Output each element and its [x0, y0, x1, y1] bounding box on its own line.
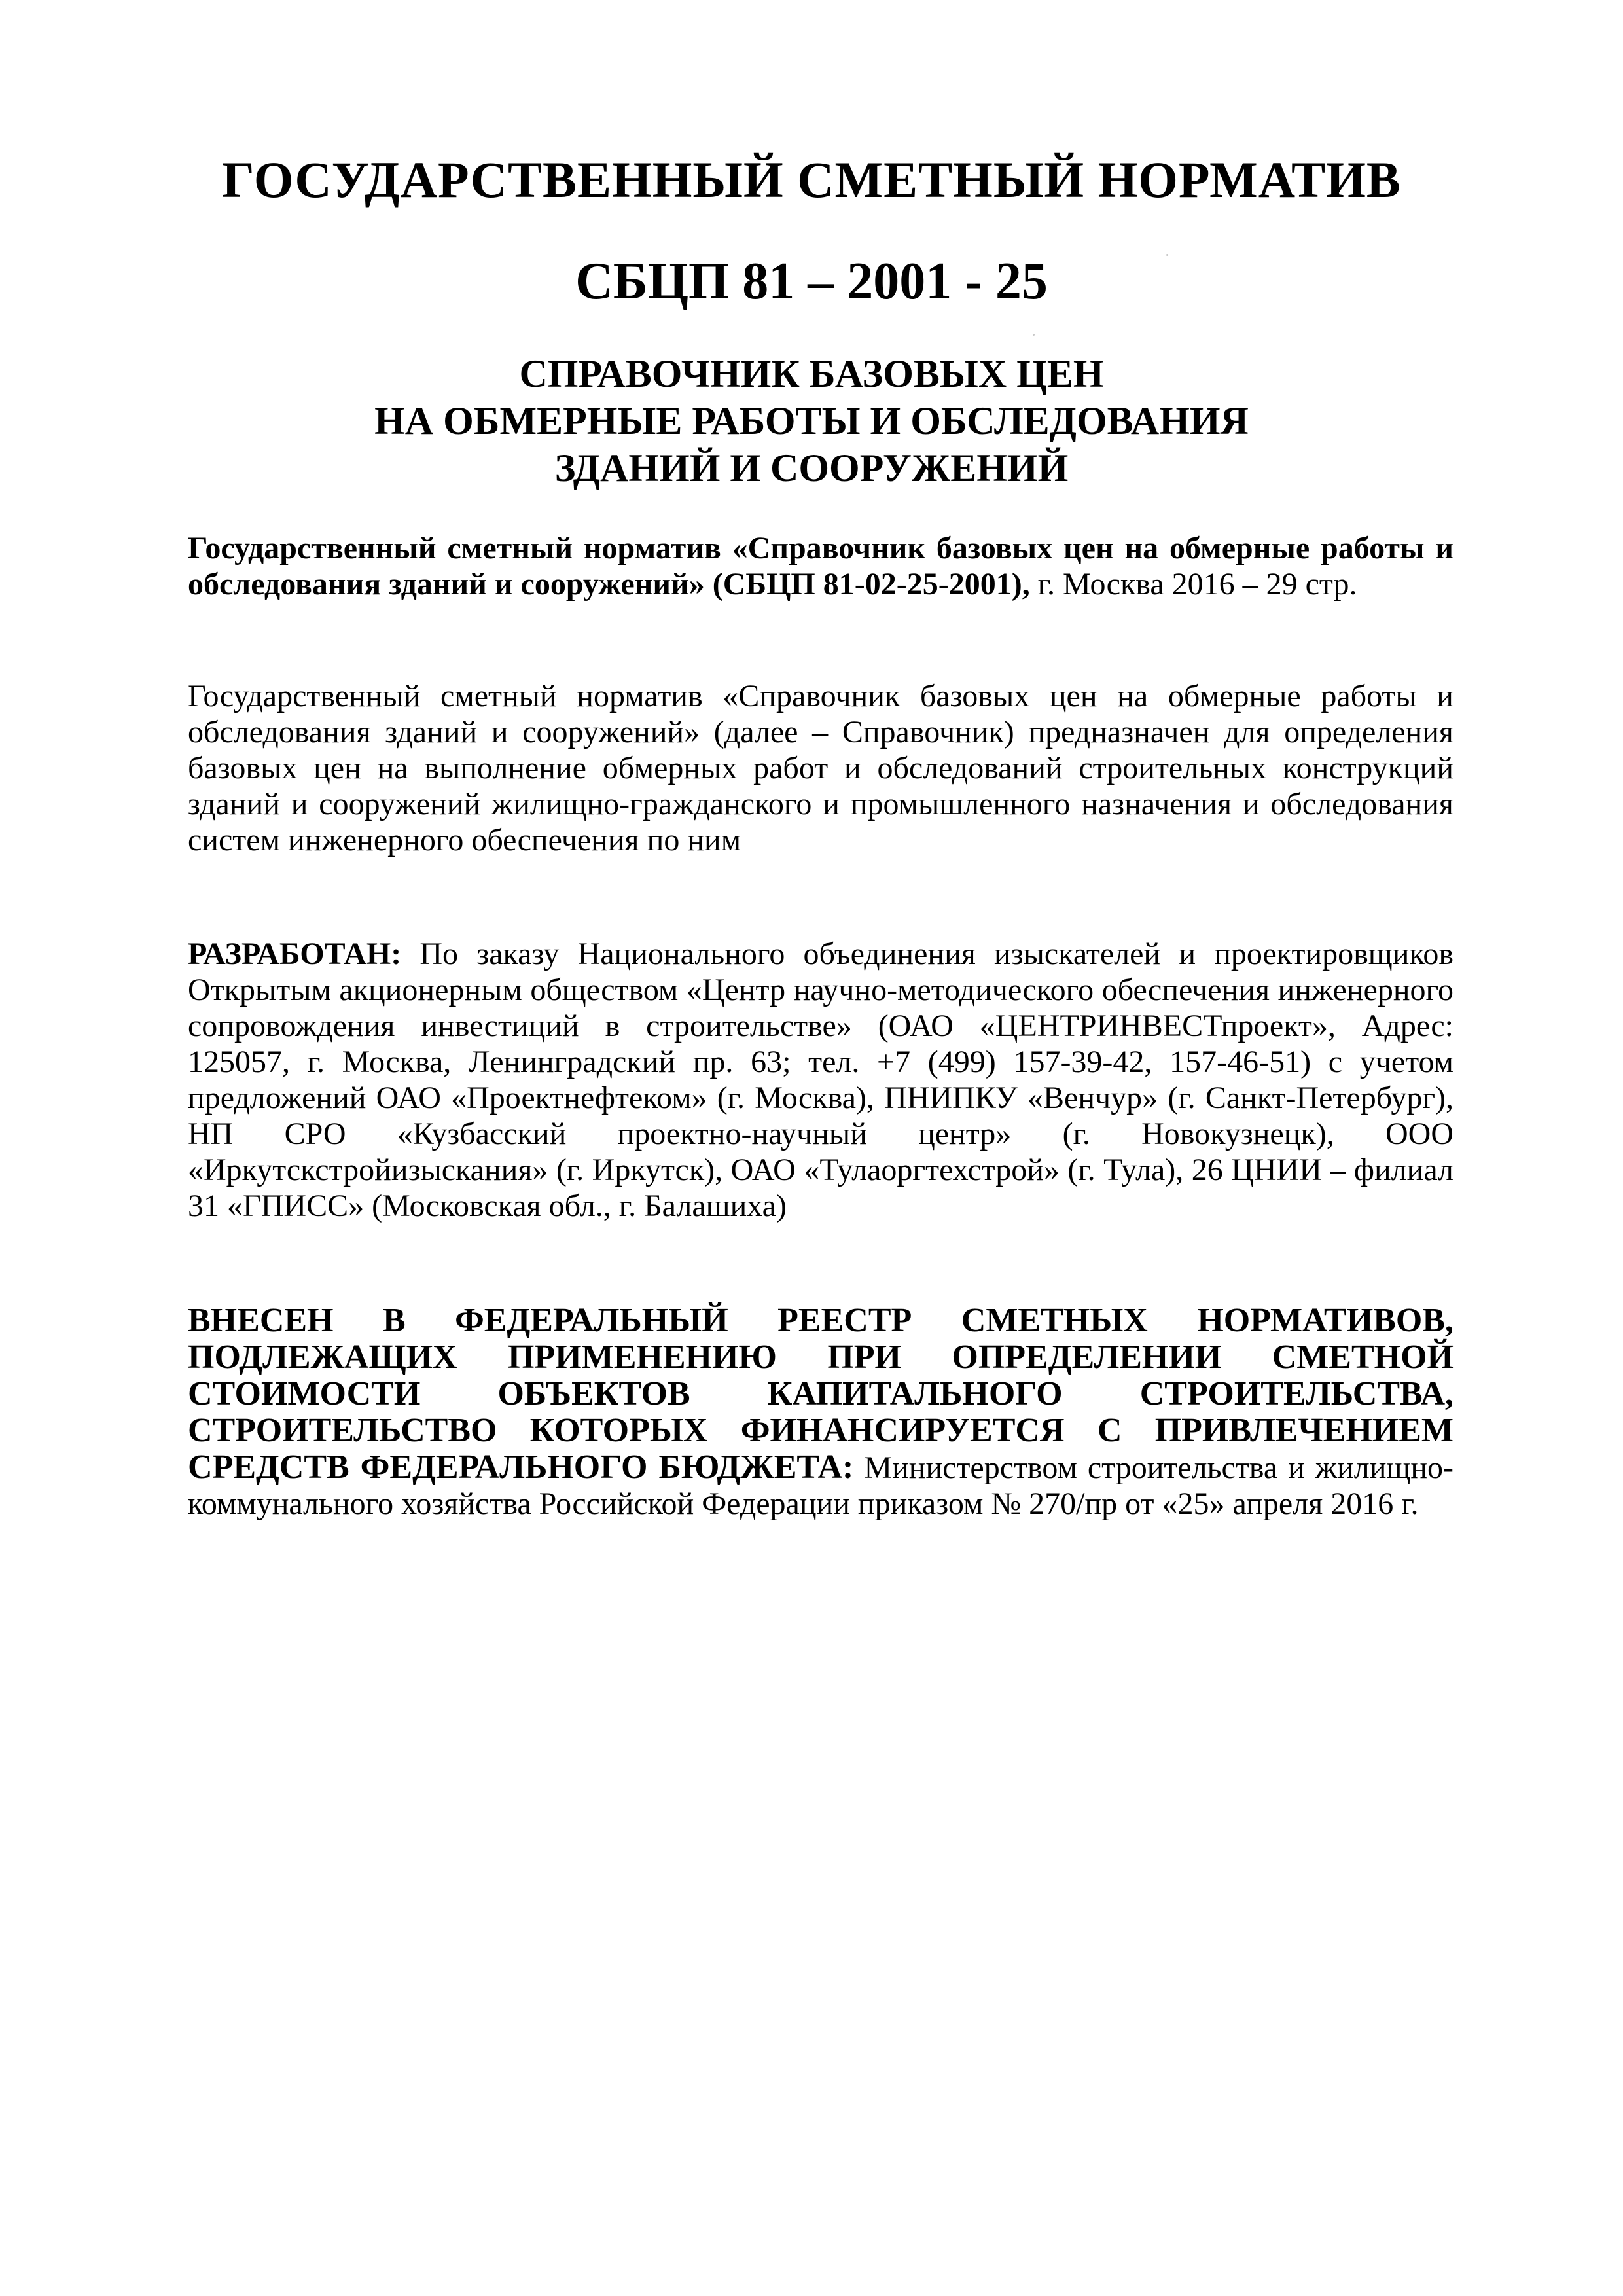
- registry-text: Министерством строительства и жилищно-коммунального хозяйства Российской Федерации приказом № 270/пр от «25» апреля 2016 г.: [188, 1450, 1454, 1521]
- document-title: ГОСУДАРСТВЕННЫЙ СМЕТНЫЙ НОРМАТИВ: [222, 151, 1401, 208]
- scan-speck: [1166, 254, 1168, 256]
- scan-speck: [1033, 334, 1035, 336]
- developed-text: По заказу Национального объединения изыскателей и проектировщиков Открытым акционерным обществом «Центр научно-методического обеспечения инженерного сопровождения инвестиций в строительстве» (ОАО «ЦЕНТРИНВЕСТпроект», Адрес: 125057, г. Москва, Ленинградский пр. 63; тел. +7 (499) 157-39-42, 157-46-51) с учетом предложений ОАО «Проектнефтеком» (г. Москва), ПНИПКУ «Венчур» (г. Санкт-Петербург), НП СРО «Кузбасский проектно-научный центр» (г. Новокузнецк), ООО «Иркутскстройизыскания» (г. Иркутск), ОАО «Тулаоргтехстрой» (г. Тула), 26 ЦНИИ – филиал 31 «ГПИСС» (Московская обл., г. Балашиха): [188, 937, 1454, 1223]
- document-subtitle: [0, 350, 1623, 492]
- summary-publication-info: г. Москва 2016 – 29 стр.: [1037, 567, 1357, 601]
- subtitle-line-2: НА ОБМЕРНЫЕ РАБОТЫ И ОБСЛЕДОВАНИЯ: [374, 399, 1249, 442]
- developed-label: РАЗРАБОТАН:: [188, 937, 402, 971]
- document-code: СБЦП 81 – 2001 - 25: [575, 253, 1048, 310]
- description-paragraph: Государственный сметный норматив «Справочник базовых цен на обмерные работы и обследования зданий и сооружений» (далее – Справочник) предназначен для определения базовых цен на выполнение обмерных работ и обследований строительных конструкций зданий и сооружений жилищно-гражданского и промышленного назначения и обследования систем инженерного обеспечения по ним: [188, 679, 1454, 857]
- subtitle-line-1: СПРАВОЧНИК БАЗОВЫХ ЦЕН: [519, 352, 1104, 395]
- summary-paragraph: [188, 530, 1454, 602]
- developed-paragraph: [188, 936, 1454, 1224]
- registry-label: ВНЕСЕН В ФЕДЕРАЛЬНЫЙ РЕЕСТР СМЕТНЫХ НОРМАТИВОВ, ПОДЛЕЖАЩИХ ПРИМЕНЕНИЮ ПРИ ОПРЕДЕЛЕНИИ СМЕТНОЙ СТОИМОСТИ ОБЪЕКТОВ КАПИТАЛЬНОГО СТРОИТЕЛЬСТВА, СТРОИТЕЛЬСТВО КОТОРЫХ ФИНАНСИРУЕТСЯ С ПРИВЛЕЧЕНИЕМ СРЕДСТВ ФЕДЕРАЛЬНОГО БЮДЖЕТА:: [188, 1302, 1454, 1486]
- subtitle-line-3: ЗДАНИЙ И СООРУЖЕНИЙ: [554, 446, 1069, 490]
- summary-bold-text: Государственный сметный норматив «Справочник базовых цен на обмерные работы и обследования зданий и сооружений» (СБЦП 81-02-25-2001),: [188, 531, 1454, 601]
- registry-paragraph: [188, 1302, 1454, 1522]
